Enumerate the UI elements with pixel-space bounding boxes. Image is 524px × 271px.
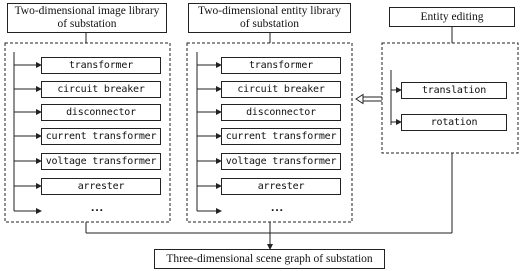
entity-item-disconnector: disconnector: [221, 104, 341, 121]
entity-ellipsis: ...: [271, 200, 285, 214]
image-item-arrester: arrester: [41, 178, 161, 195]
entity-item-current-transformer: current transformer: [221, 128, 341, 145]
entity-library-header: [188, 3, 351, 33]
image-item-voltage-transformer: voltage transformer: [41, 153, 161, 170]
image-library-title: Two-dimensional image library of substation: [14, 5, 160, 30]
entity-item-voltage-transformer: voltage transformer: [221, 153, 341, 170]
image-item-disconnector: disconnector: [41, 104, 161, 121]
image-ellipsis: ...: [91, 200, 105, 214]
image-item-transformer: transformer: [41, 57, 161, 74]
entity-library-title: Two-dimensional entity library of substation: [198, 5, 341, 30]
editing-item-rotation: rotation: [401, 114, 507, 131]
entity-item-arrester: arrester: [221, 178, 341, 195]
scene-graph-title: Three-dimensional scene graph of substation: [166, 253, 373, 265]
entity-item-transformer: transformer: [221, 57, 341, 74]
editing-item-translation: translation: [401, 82, 507, 99]
entity-editing-header: [389, 7, 515, 27]
entity-editing-title: Entity editing: [420, 10, 484, 23]
image-item-circuit-breaker: circuit breaker: [41, 81, 161, 98]
image-library-header: [7, 3, 167, 33]
scene-graph-output: [154, 249, 385, 269]
entity-item-circuit-breaker: circuit breaker: [221, 81, 341, 98]
image-item-current-transformer: current transformer: [41, 128, 161, 145]
